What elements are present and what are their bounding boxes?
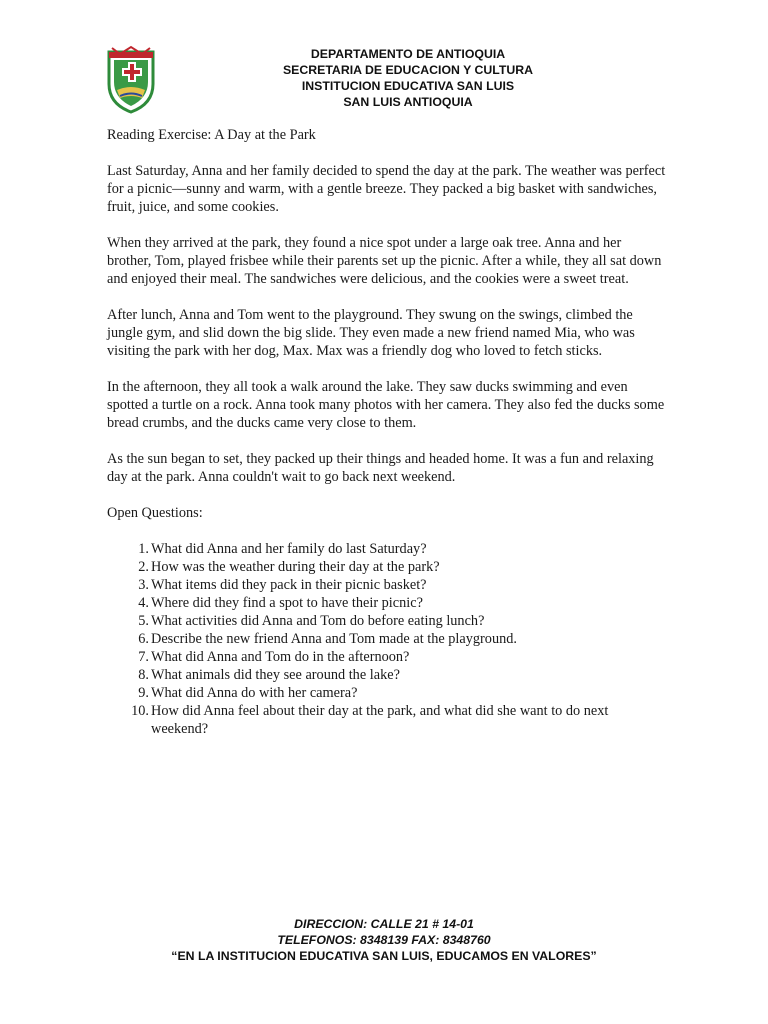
question-number: 7.: [138, 649, 149, 665]
question-text: What did Anna and her family do last Saturday?: [151, 541, 427, 557]
list-item: [107, 684, 667, 702]
institution-footer: [60, 916, 708, 964]
list-item: [107, 540, 667, 558]
paragraph: As the sun began to set, they packed up their things and headed home. It was a fun and relaxing day at the park. Anna couldn't wait to go back next weekend.: [107, 451, 654, 485]
list-item: [107, 666, 667, 684]
list-item: [107, 594, 667, 612]
institution-header: [160, 46, 656, 110]
footer-motto: “EN LA INSTITUCION EDUCATIVA SAN LUIS, EDUCAMOS EN VALORES”: [171, 949, 597, 963]
paragraph: After lunch, Anna and Tom went to the playground. They swung on the swings, climbed the jungle gym, and slid down the big slide. They even made a new friend named Mia, who was visiting the park with her dog, Max. Max was a friendly dog who loved to fetch sticks.: [107, 307, 635, 359]
question-text: Describe the new friend Anna and Tom made at the playground.: [151, 631, 517, 647]
question-number: 6.: [138, 631, 149, 647]
question-number: 5.: [138, 613, 149, 629]
question-number: 2.: [138, 559, 149, 575]
school-crest-icon: [106, 44, 156, 114]
question-number: 10.: [131, 703, 149, 719]
list-item: [107, 648, 667, 666]
question-text: What items did they pack in their picnic basket?: [151, 577, 427, 593]
question-number: 1.: [138, 541, 149, 557]
document-body: [107, 126, 667, 738]
list-item: [107, 702, 667, 738]
header-line-town: SAN LUIS ANTIOQUIA: [343, 95, 473, 109]
question-number: 8.: [138, 667, 149, 683]
question-text: What did Anna and Tom do in the afternoon?: [151, 649, 410, 665]
question-number: 9.: [138, 685, 149, 701]
question-number: 3.: [138, 577, 149, 593]
paragraph: In the afternoon, they all took a walk around the lake. They saw ducks swimming and even spotted a turtle on a rock. Anna took many photos with her camera. They also fed the ducks some bread crumbs, and the ducks came very close to them.: [107, 379, 665, 431]
question-text: What activities did Anna and Tom do before eating lunch?: [151, 613, 485, 629]
question-text: What animals did they see around the lake?: [151, 667, 400, 683]
footer-address: DIRECCION: CALLE 21 # 14-01: [294, 917, 474, 931]
header-line-secretariat: SECRETARIA DE EDUCACION Y CULTURA: [282, 63, 534, 77]
question-text: How was the weather during their day at the park?: [151, 559, 440, 575]
question-text: How did Anna feel about their day at the park, and what did she want to do next weekend?: [151, 703, 609, 737]
list-item: [107, 612, 667, 630]
paragraph: When they arrived at the park, they found a nice spot under a large oak tree. Anna and her brother, Tom, played frisbee while their parents set up the picnic. After a while, they all sat down and enjoyed their meal. The sandwiches were delicious, and the cookies were a sweet treat.: [107, 235, 662, 287]
questions-list: [107, 540, 667, 738]
header-line-institution: INSTITUCION EDUCATIVA SAN LUIS: [301, 79, 515, 93]
list-item: [107, 576, 667, 594]
footer-phones: TELEFONOS: 8348139 FAX: 8348760: [277, 933, 491, 947]
question-number: 4.: [138, 595, 149, 611]
question-text: Where did they find a spot to have their picnic?: [151, 595, 423, 611]
list-item: [107, 630, 667, 648]
list-item: [107, 558, 667, 576]
header-line-department: DEPARTAMENTO DE ANTIOQUIA: [310, 47, 506, 61]
paragraph: Last Saturday, Anna and her family decided to spend the day at the park. The weather was perfect for a picnic—sunny and warm, with a gentle breeze. They packed a big basket with sandwiches, fruit, juice, and some cookies.: [107, 163, 666, 215]
question-text: What did Anna do with her camera?: [151, 685, 358, 701]
questions-heading: Open Questions:: [107, 505, 203, 521]
document-title: Reading Exercise: A Day at the Park: [107, 127, 316, 143]
